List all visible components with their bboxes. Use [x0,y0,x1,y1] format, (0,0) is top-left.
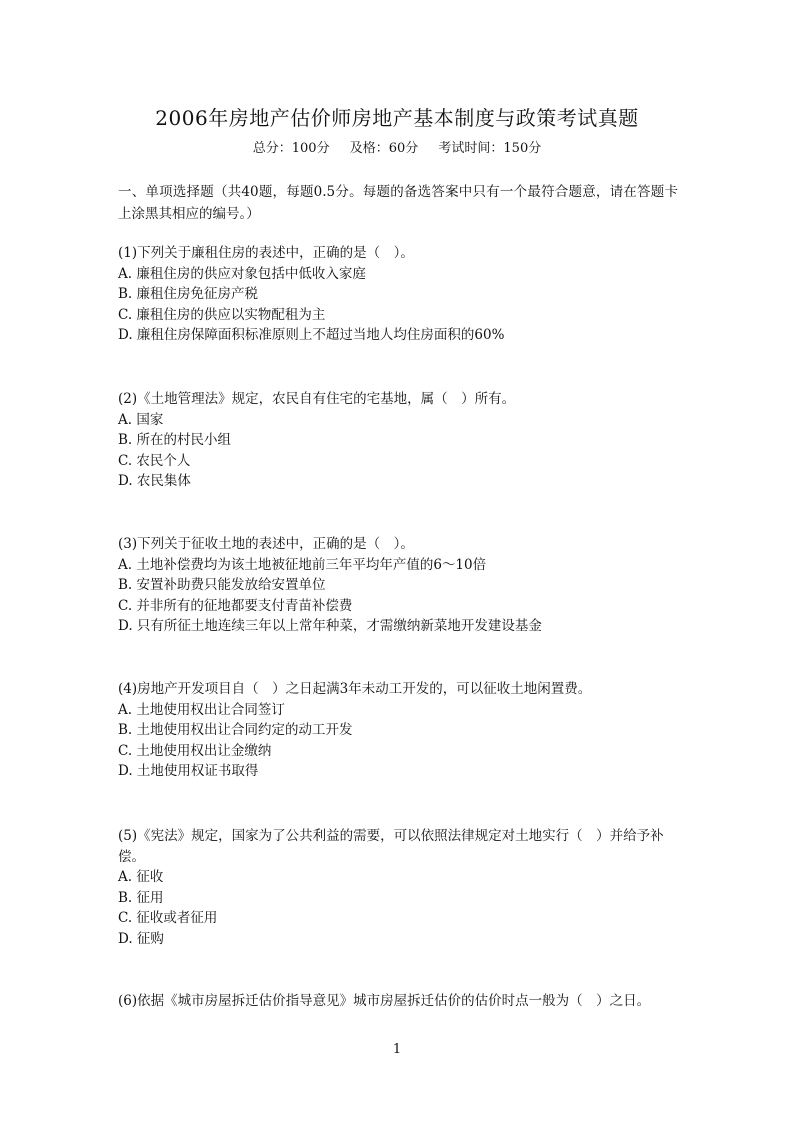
question-1 [118,243,678,346]
question-stem: (1)下列关于廉租住房的表述中，正确的是（ ）。 [118,245,414,261]
question-stem: (3)下列关于征收土地的表述中，正确的是（ ）。 [118,536,414,552]
document-title: 2006年房地产估价师房地产基本制度与政策考试真题 [155,106,639,130]
exam-time: 考试时间：150分 [438,141,542,156]
question-stem: (4)房地产开发项目自（ ）之日起满3年未动工开发的，可以征收土地闲置费。 [118,681,592,697]
total-score: 总分：100分 [252,141,330,156]
question-2 [118,389,678,492]
option-a: A. 国家 [118,411,164,428]
question-stem: (5)《宪法》规定，国家为了公共利益的需要，可以依照法律规定对土地实行（ ）并给予补偿。 [118,828,664,865]
question-5 [118,826,678,949]
option-a: A. 土地使用权出让合同签订 [118,701,285,718]
option-d: D. 征购 [118,930,164,947]
page-number: 1 [392,1042,402,1057]
option-b: B. 土地使用权出让合同约定的动工开发 [118,722,353,738]
pass-score: 及格：60分 [349,141,419,156]
option-b: B. 安置补助费只能发放给安置单位 [118,577,326,593]
question-3 [118,534,678,637]
option-d: D. 廉租住房保障面积标准原则上不超过当地人均住房面积的60% [118,327,505,343]
option-c: C. 廉租住房的供应以实物配租为主 [118,306,326,323]
option-d: D. 土地使用权证书取得 [118,763,259,779]
option-a: A. 土地补偿费均为该土地被征地前三年平均年产值的6～10倍 [118,556,487,573]
option-a: A. 征收 [118,869,164,885]
option-d: D. 只有所征土地连续三年以上常年种菜，才需缴纳新菜地开发建设基金 [118,618,542,634]
option-c: C. 并非所有的征地都要支付青苗补偿费 [118,597,353,614]
option-d: D. 农民集体 [118,473,191,489]
question-6 [118,991,678,1012]
question-stem: (2)《土地管理法》规定，农民自有住宅的宅基地，属（ ）所有。 [118,391,516,407]
option-a: A. 廉租住房的供应对象包括中低收入家庭 [118,265,366,282]
option-c: C. 农民个人 [118,452,191,469]
option-c: C. 征收或者征用 [118,910,218,926]
question-4 [118,679,678,782]
option-c: C. 土地使用权出让金缴纳 [118,742,272,759]
option-b: B. 所在的村民小组 [118,432,232,448]
option-b: B. 廉租住房免征房产税 [118,286,259,302]
section-intro: 一、单项选择题（共40题，每题0.5分。每题的备选答案中只有一个最符合题意，请在答题卡上涂黑其相应的编号。） [118,184,678,222]
option-b: B. 征用 [118,889,164,906]
score-info [0,139,794,159]
question-stem: (6)依据《城市房屋拆迁估价指导意见》城市房屋拆迁估价的估价时点一般为（ ）之日。 [118,993,651,1009]
